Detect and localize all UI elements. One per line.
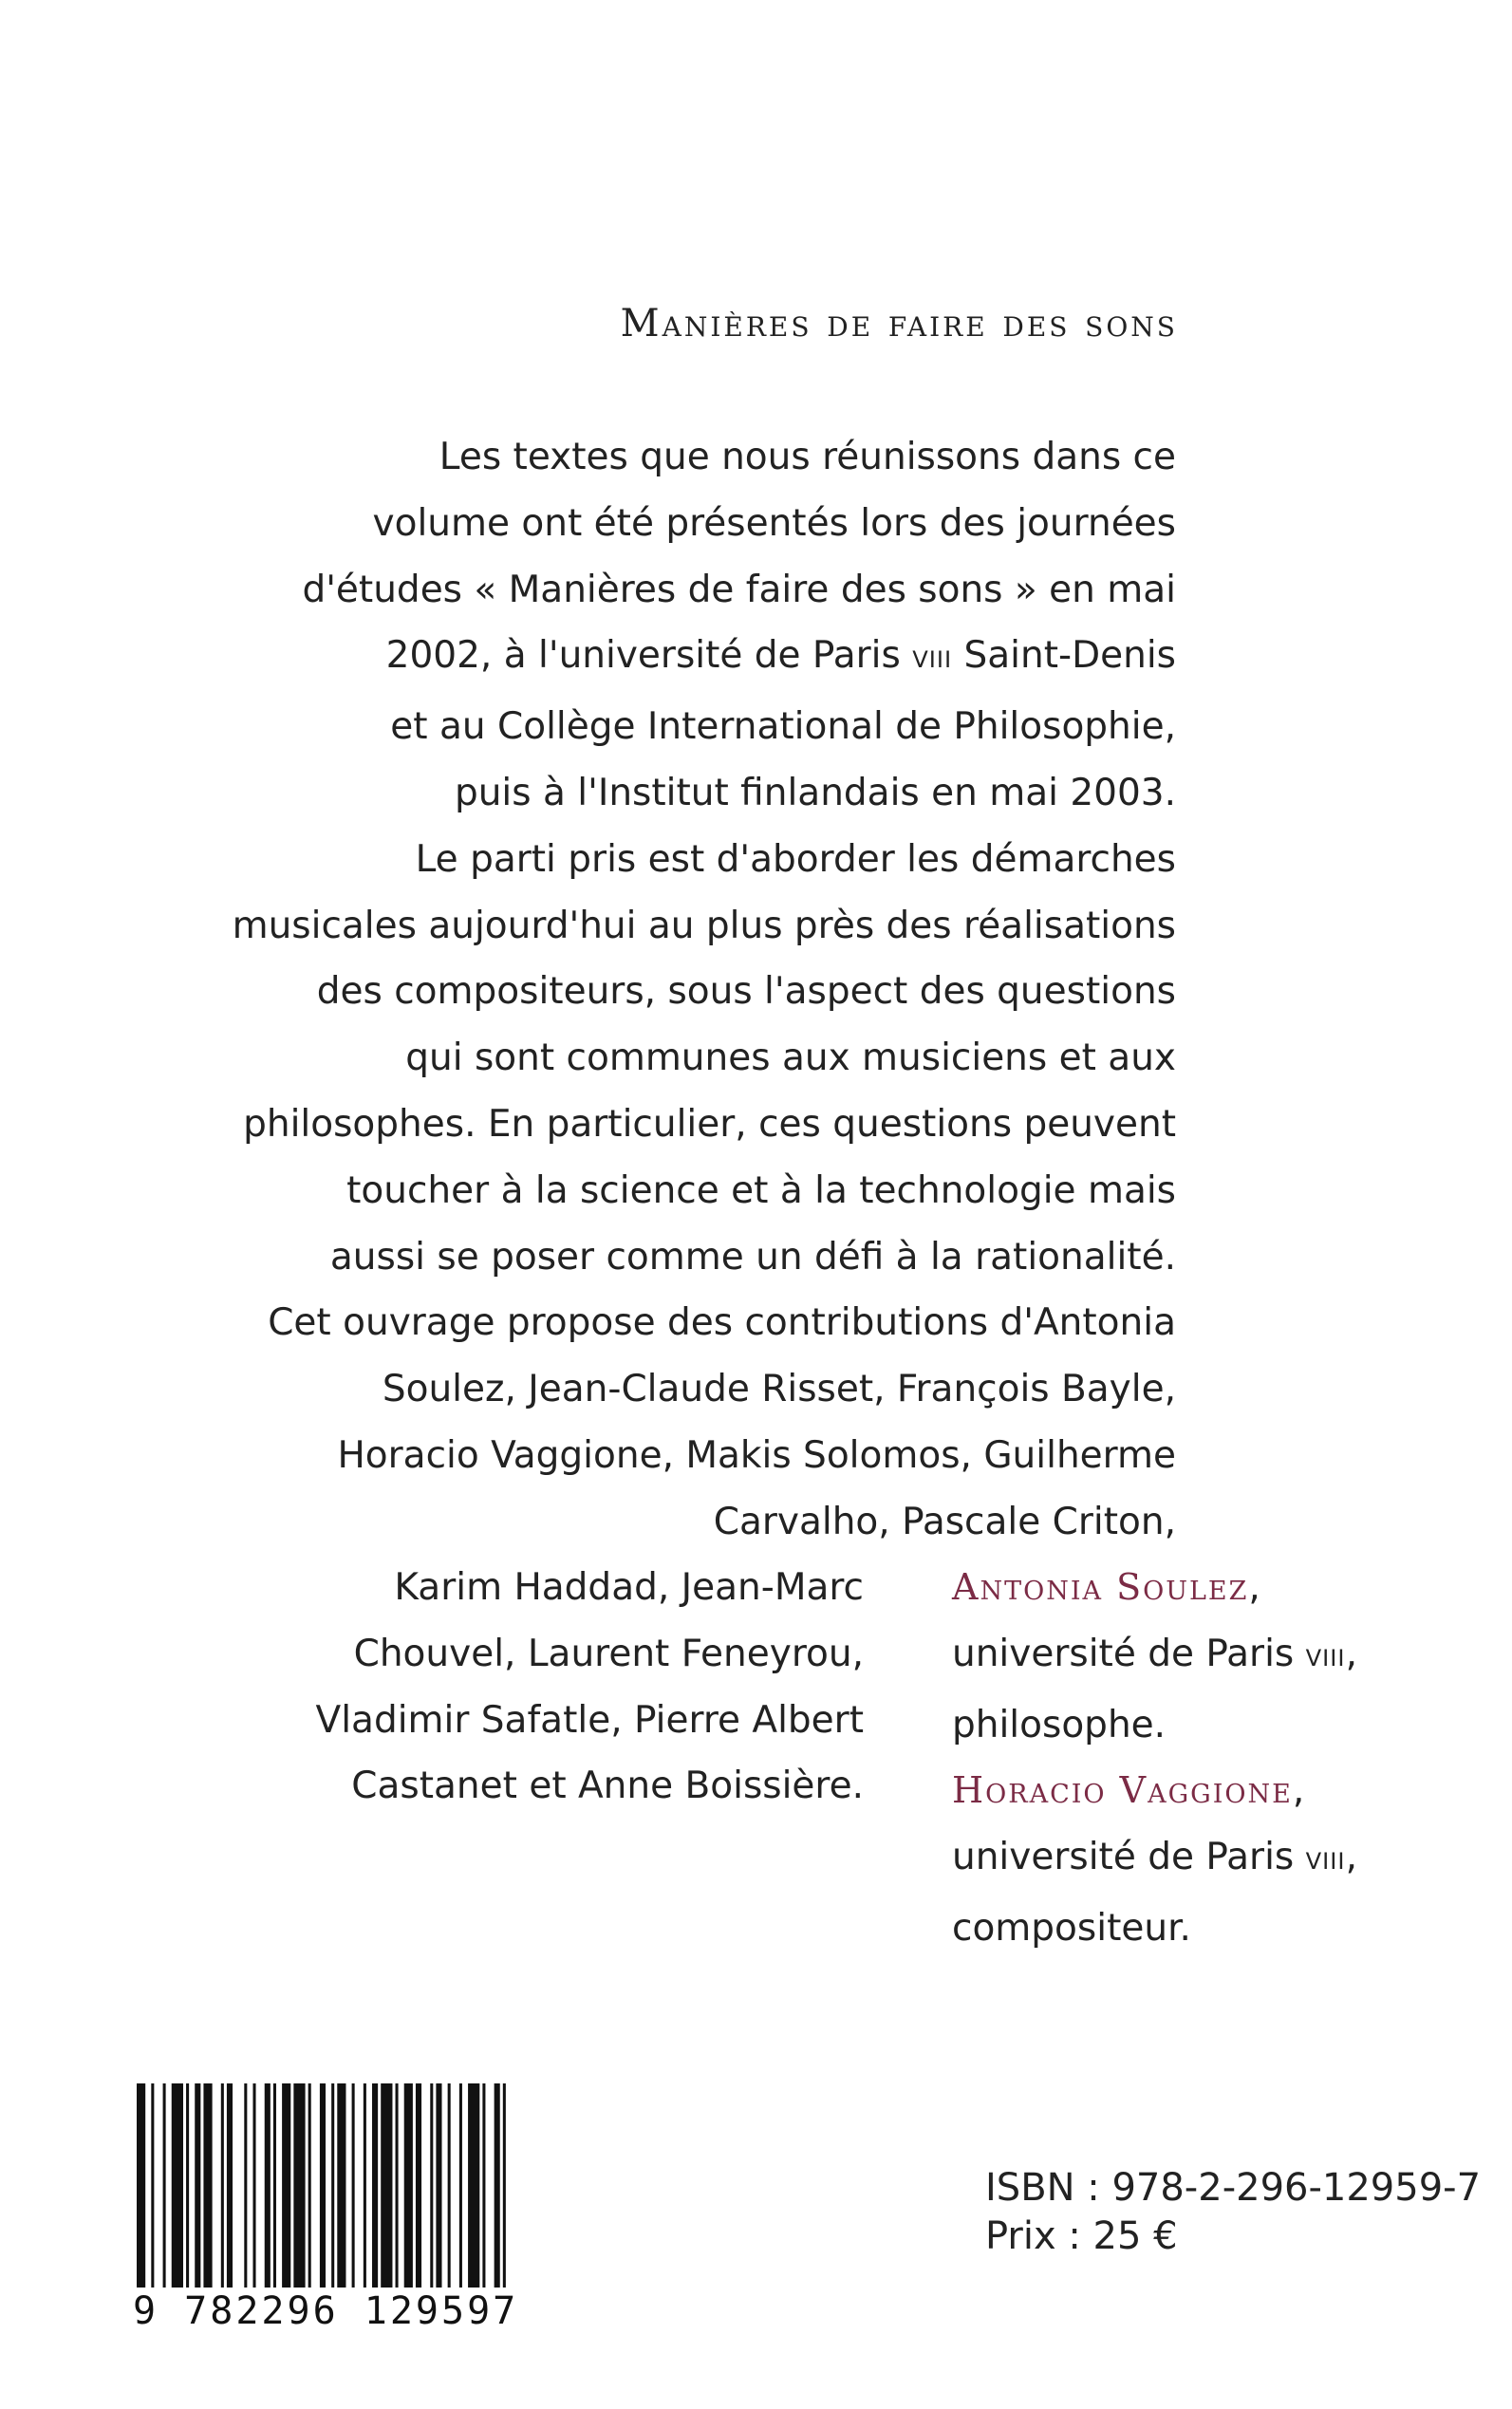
contributors-text <box>294 1555 864 1820</box>
blurb-line <box>227 623 1176 694</box>
blurb-line: Le parti pris est d'aborder les démarches <box>415 837 1176 881</box>
blurb-line: qui sont communes aux musiciens et aux <box>405 1036 1176 1080</box>
blurb-fragment: 2002, à l'université de Paris <box>385 634 913 678</box>
author-affiliation <box>952 1824 1357 1895</box>
barcode-bar <box>265 2083 271 2288</box>
affiliation-text: université de Paris <box>952 1836 1306 1879</box>
blurb-line: Horacio Vaggione, Makis Solomos, Guilherme <box>337 1433 1176 1477</box>
blurb-fragment: Saint-Denis <box>952 634 1176 678</box>
barcode-bar <box>186 2083 189 2288</box>
barcode-bar <box>495 2083 500 2288</box>
affiliation-sep: , <box>1345 1836 1357 1879</box>
blurb-line: aussi se poser comme un défi à la rationalité. <box>329 1235 1176 1279</box>
barcode-bar <box>448 2083 451 2288</box>
barcode-bar <box>459 2083 462 2288</box>
affiliation-sep: , <box>1345 1632 1357 1675</box>
contributors-line: Karim Haddad, Jean-Marc <box>394 1566 864 1609</box>
barcode-bar <box>364 2083 366 2288</box>
barcode-bar <box>503 2083 506 2288</box>
barcode-bar <box>308 2083 311 2288</box>
roman-numeral: VIII <box>1305 1848 1346 1876</box>
barcode-bar <box>252 2083 255 2288</box>
barcode-bar <box>244 2083 247 2288</box>
barcode-bar <box>172 2083 183 2288</box>
barcode-bar <box>430 2083 433 2288</box>
barcode-bar <box>163 2083 166 2288</box>
blurb-line: Cet ouvrage propose des contributions d'Antonia <box>268 1301 1176 1345</box>
blurb-text <box>227 424 1176 1556</box>
barcode-bar <box>151 2083 154 2288</box>
blurb-line: puis à l'Institut finlandais en mai 2003. <box>454 771 1176 814</box>
barcode-bar <box>293 2083 305 2288</box>
barcode-bar <box>404 2083 413 2288</box>
blurb-line: Soulez, Jean-Claude Risset, François Bayle, <box>382 1368 1176 1411</box>
barcode-bar <box>372 2083 378 2288</box>
barcode-bar <box>221 2083 224 2288</box>
barcode-bar <box>352 2083 355 2288</box>
barcode-bar <box>468 2083 479 2288</box>
author-name: Horacio Vaggione <box>952 1769 1293 1812</box>
roman-numeral: VIII <box>912 646 953 674</box>
blurb-line: toucher à la science et à la technologie mais <box>346 1168 1176 1212</box>
barcode-image <box>137 2083 512 2288</box>
barcode-bar <box>396 2083 399 2288</box>
barcode-bar <box>273 2083 276 2288</box>
author-sep: , <box>1248 1566 1260 1609</box>
price: Prix : 25 € <box>985 2214 1178 2258</box>
barcode-bar <box>482 2083 485 2288</box>
author-role: philosophe. <box>952 1703 1167 1746</box>
barcode-number: 9 782296 129597 <box>133 2289 519 2333</box>
author-name-line <box>952 1758 1357 1824</box>
book-title: Manières de faire des sons <box>620 302 1178 345</box>
blurb-line: des compositeurs, sous l'aspect des questions <box>316 970 1176 1014</box>
author-name-line <box>952 1555 1357 1621</box>
blurb-line: philosophes. En particulier, ces questions peuvent <box>243 1102 1176 1146</box>
barcode-bar <box>337 2083 345 2288</box>
contributors-line: Vladimir Safatle, Pierre Albert <box>315 1698 864 1742</box>
blurb-line: d'études « Manières de faire des sons » en mai <box>302 568 1176 611</box>
blurb-line: Les textes que nous réunissons dans ce <box>439 436 1176 478</box>
blurb-line: volume ont été présentés lors des journées <box>372 501 1176 545</box>
author-name: Antonia Soulez <box>952 1566 1249 1608</box>
author-sep: , <box>1292 1769 1305 1813</box>
authors-block <box>952 1555 1357 1962</box>
barcode-bar <box>203 2083 212 2288</box>
author-affiliation <box>952 1621 1357 1692</box>
blurb-line: Carvalho, Pascale Criton, <box>713 1500 1176 1543</box>
barcode-bar <box>282 2083 290 2288</box>
barcode-bar <box>227 2083 233 2288</box>
barcode-bar <box>331 2083 334 2288</box>
contributors-line: Chouvel, Laurent Feneyrou, <box>353 1632 864 1675</box>
contributors-line: Castanet et Anne Boissière. <box>351 1765 864 1808</box>
blurb-line: musicales aujourd'hui au plus près des réalisations <box>232 904 1176 947</box>
barcode-bar <box>195 2083 200 2288</box>
isbn: ISBN : 978-2-296-12959-7 <box>985 2166 1482 2210</box>
blurb-line: et au Collège International de Philosophie, <box>390 705 1176 749</box>
barcode-bar <box>137 2083 145 2288</box>
barcode-bar <box>320 2083 326 2288</box>
roman-numeral: VIII <box>1305 1644 1346 1671</box>
affiliation-text: université de Paris <box>952 1632 1306 1675</box>
barcode-bar <box>416 2083 421 2288</box>
barcode-bar <box>381 2083 392 2288</box>
author-role: compositeur. <box>952 1906 1191 1950</box>
barcode-bar <box>436 2083 441 2288</box>
